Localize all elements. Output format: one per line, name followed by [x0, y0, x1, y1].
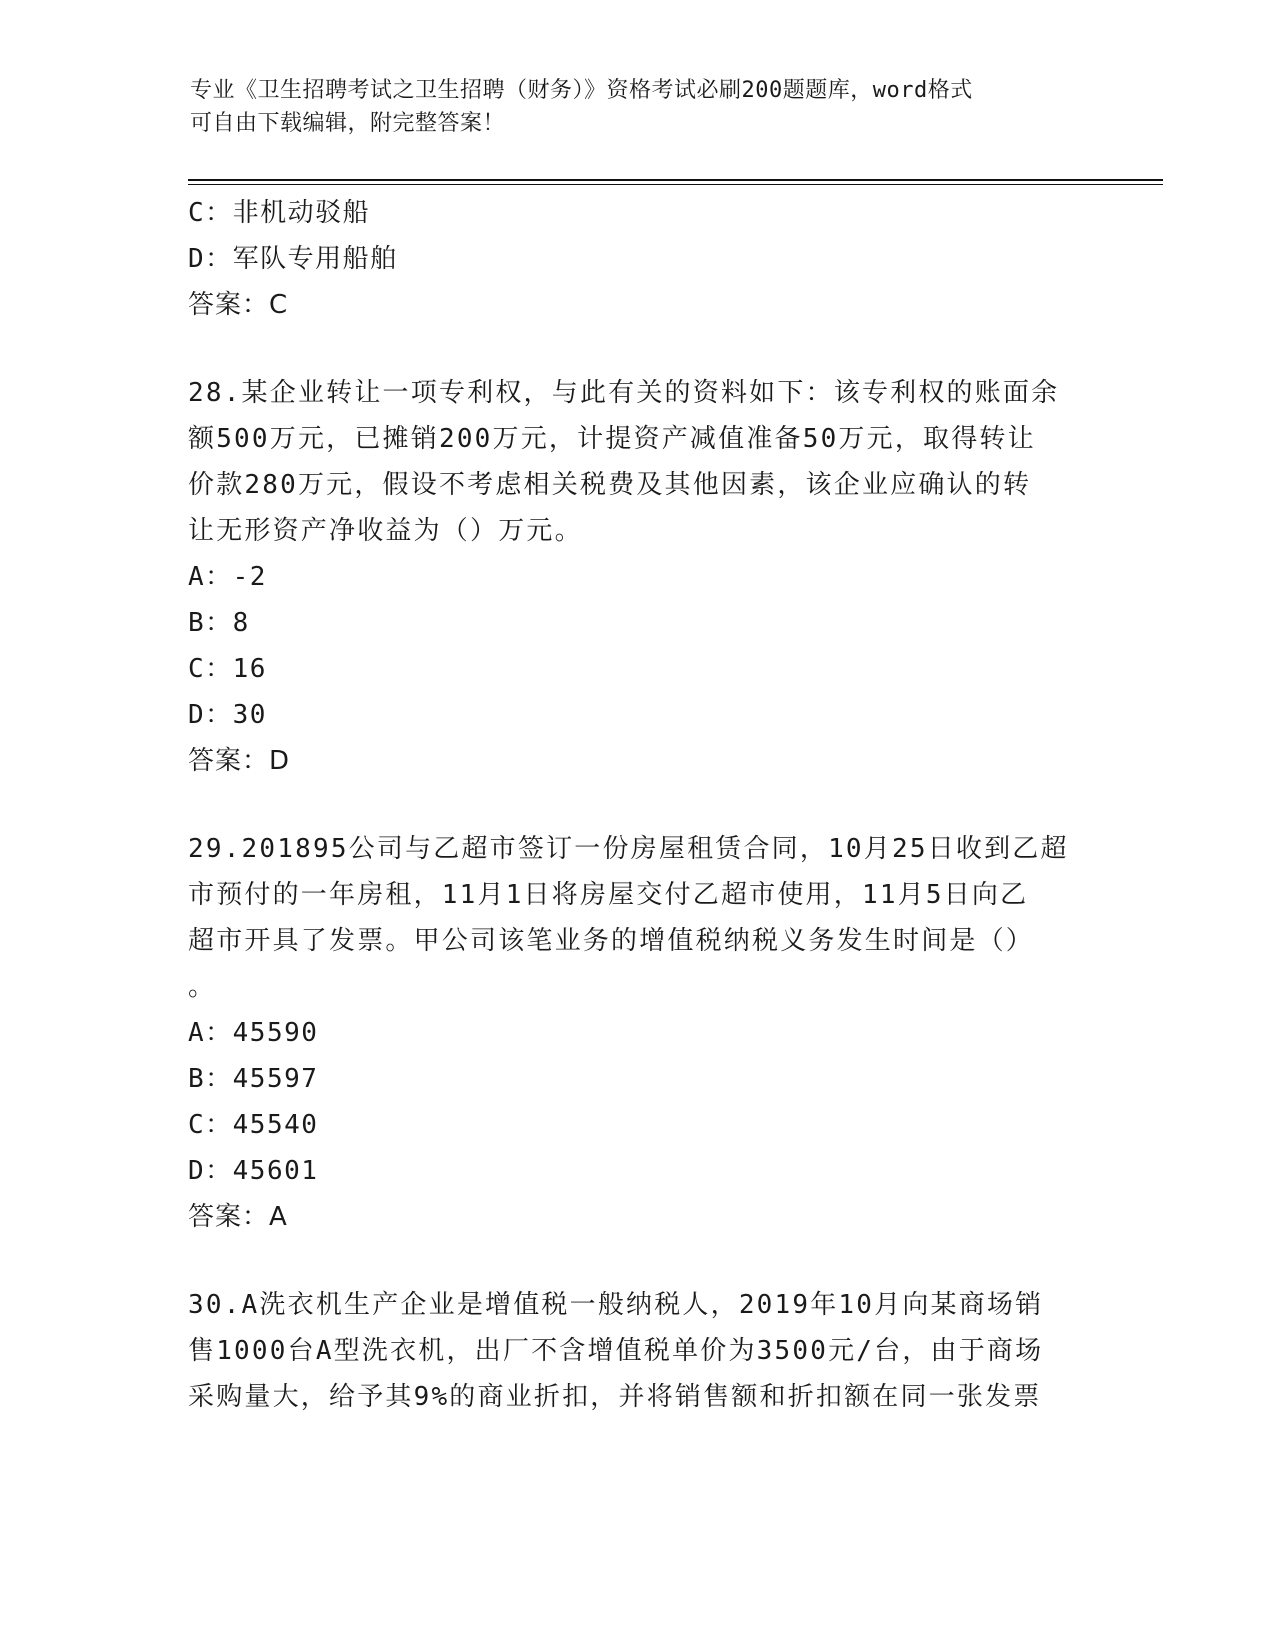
answer-line: 答案：A	[188, 1202, 288, 1232]
previous-question-fragment	[188, 190, 1088, 328]
answer-line: 答案：C	[188, 290, 289, 320]
question-text-line: 29.201895公司与乙超市签订一份房屋租赁合同，10月25日收到乙超	[188, 834, 1069, 864]
option-b: B：45597	[188, 1064, 319, 1094]
option-a: A：45590	[188, 1018, 319, 1048]
header-line-1: 专业《卫生招聘考试之卫生招聘（财务）》资格考试必刷200题题库，word格式	[190, 78, 973, 103]
option-b: B：8	[188, 608, 250, 638]
option-c: C：非机动驳船	[188, 198, 371, 228]
question-text-line: 市预付的一年房租，11月1日将房屋交付乙超市使用，11月5日向乙	[188, 880, 1029, 910]
option-d: D：45601	[188, 1156, 319, 1186]
spacer	[188, 1240, 1088, 1282]
spacer	[188, 784, 1088, 826]
option-c: C：16	[188, 654, 267, 684]
question-text-line: 额500万元，已摊销200万元，计提资产减值准备50万元，取得转让	[188, 424, 1036, 454]
header-rule-thick	[188, 179, 1163, 181]
header-rule-thin	[188, 184, 1163, 185]
spacer	[188, 328, 1088, 370]
answer-line: 答案：D	[188, 746, 291, 776]
document-body	[188, 190, 1088, 1420]
option-c: C：45540	[188, 1110, 319, 1140]
option-d: D：30	[188, 700, 267, 730]
question-text-line: 让无形资产净收益为（）万元。	[188, 516, 583, 546]
question-text-line: 。	[188, 972, 217, 1002]
option-d: D：军队专用船舶	[188, 244, 398, 274]
question-text-line: 超市开具了发票。甲公司该笔业务的增值税纳税义务发生时间是（）	[188, 926, 1035, 956]
option-a: A：-2	[188, 562, 267, 592]
header-line-2: 可自由下载编辑，附完整答案！	[190, 111, 506, 136]
question-text-line: 28.某企业转让一项专利权，与此有关的资料如下：该专利权的账面余	[188, 378, 1060, 408]
question-text-line: 采购量大，给予其9%的商业折扣，并将销售额和折扣额在同一张发票	[188, 1382, 1042, 1412]
page-header	[190, 74, 1090, 140]
question-30	[188, 1282, 1088, 1420]
question-28	[188, 370, 1088, 784]
question-29	[188, 826, 1088, 1240]
question-text-line: 30.A洗衣机生产企业是增值税一般纳税人，2019年10月向某商场销	[188, 1290, 1044, 1320]
question-text-line: 价款280万元，假设不考虑相关税费及其他因素，该企业应确认的转	[188, 470, 1032, 500]
question-text-line: 售1000台A型洗衣机，出厂不含增值税单价为3500元/台，由于商场	[188, 1336, 1044, 1366]
